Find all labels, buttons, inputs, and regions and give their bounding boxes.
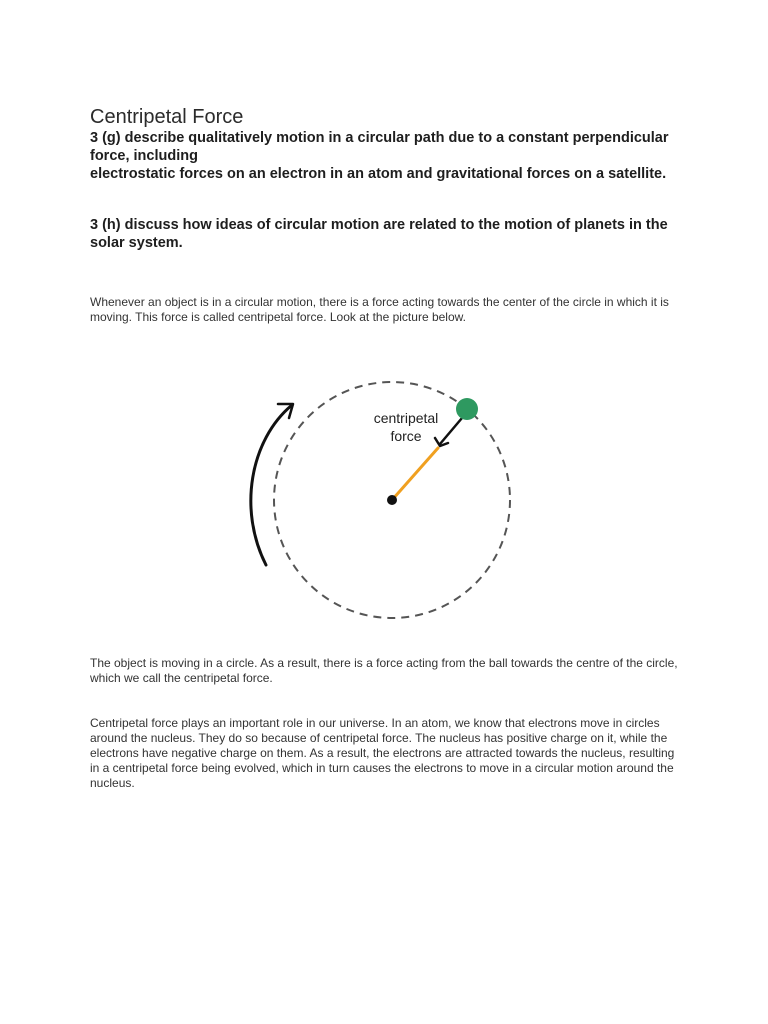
force-line <box>392 448 438 500</box>
centripetal-force-diagram <box>230 360 550 640</box>
objective-g-line-2: electrostatic forces on an electron in an atom and gravitational forces on a satellite. <box>90 166 667 182</box>
learning-objective-h: 3 (h) discuss how ideas of circular motion are related to the motion of planets in the solar system. <box>90 217 668 251</box>
centripetal-label-line-1: centripetal <box>373 410 439 426</box>
intro-paragraph: Whenever an object is in a circular motion, there is a force acting towards the center of the circle in which it is moving. This force is called centripetal force. Look at the picture below. <box>90 295 669 324</box>
ball <box>456 398 478 420</box>
objective-g-line-1: 3 (g) describe qualitatively motion in a circular path due to a constant perpendicular force, including <box>90 130 669 164</box>
learning-objective-g <box>90 129 690 183</box>
diagram-svg <box>230 360 550 640</box>
centripetal-label-line-2: force <box>390 428 422 444</box>
circle-center-dot <box>387 495 397 505</box>
explanation-paragraph: The object is moving in a circle. As a result, there is a force acting from the ball towards the centre of the circle, which we call the centripetal force. <box>90 656 678 685</box>
motion-direction-arrow <box>251 405 292 565</box>
page-title: Centripetal Force <box>90 106 244 128</box>
force-arrow <box>440 418 462 444</box>
atom-paragraph: Centripetal force plays an important role in our universe. In an atom, we know that electrons move in circles around the nucleus. They do so because of centripetal force. The nucleus has positive charge on it, while the electrons have negative charge on them. As a result, the electrons are attracted towards the nucleus, resulting in a centripetal force being evolved, which in turn causes the electrons to move in a circular motion around the nucleus. <box>90 716 675 790</box>
